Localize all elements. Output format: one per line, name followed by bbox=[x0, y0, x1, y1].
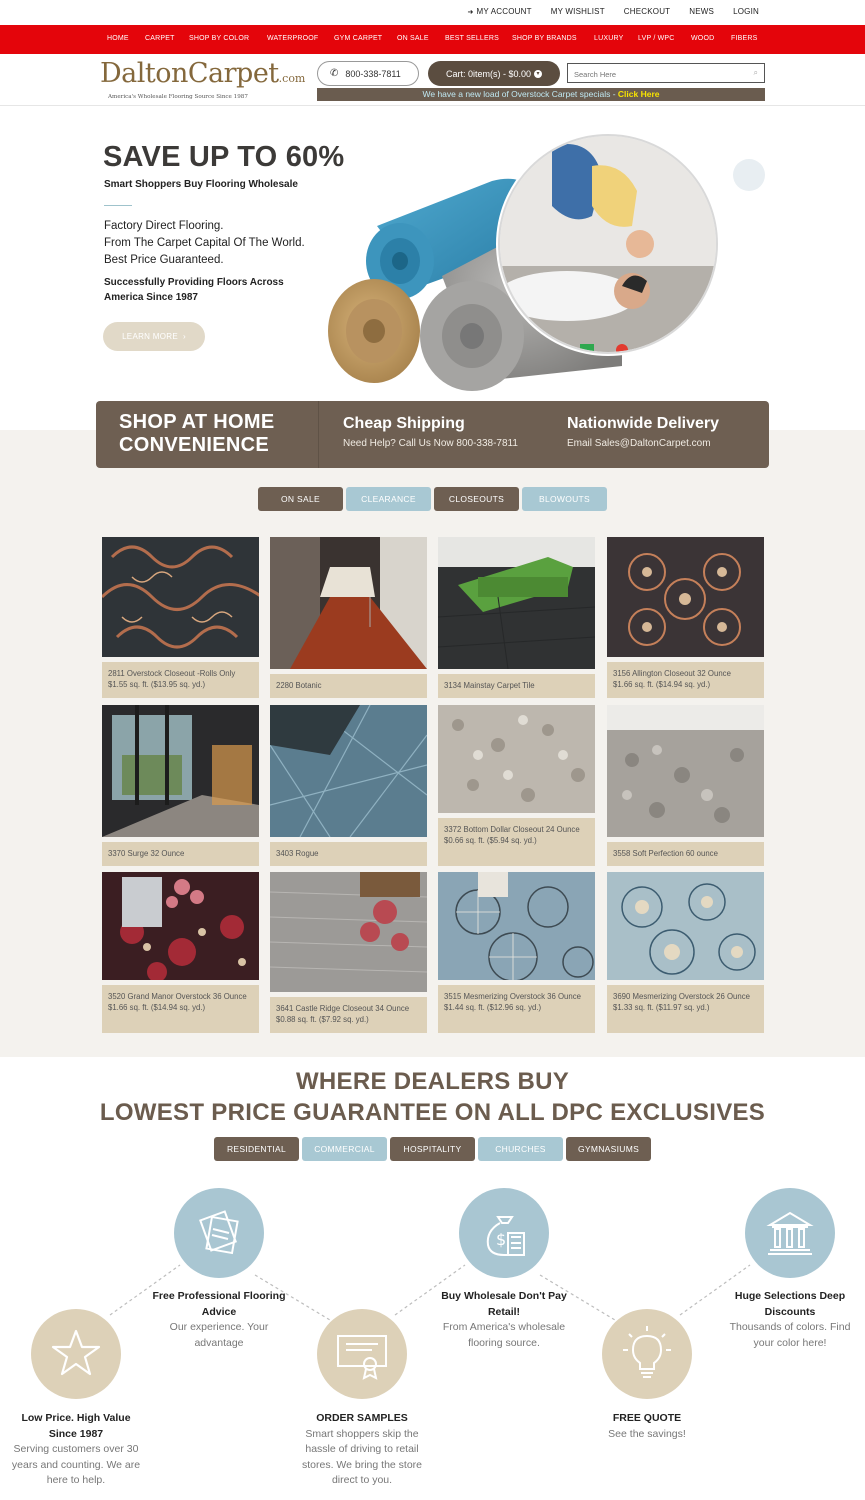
search-input[interactable] bbox=[568, 66, 738, 84]
product-image bbox=[102, 705, 259, 837]
benefit-title: ORDER SAMPLES bbox=[316, 1412, 408, 1424]
product-card[interactable] bbox=[438, 537, 595, 698]
cheap-shipping-title: Cheap Shipping bbox=[343, 415, 465, 432]
chevron-down-icon: ▾ bbox=[534, 70, 542, 78]
product-image bbox=[607, 872, 764, 980]
product-name: 3156 Allington Closeout 32 Ounce bbox=[613, 669, 731, 678]
hero-banner bbox=[0, 106, 865, 401]
product-price: $1.66 sq. ft. ($14.94 sq. yd.) bbox=[108, 1003, 206, 1012]
benefit-text bbox=[721, 1289, 859, 1351]
money-bag-calculator-icon bbox=[476, 1205, 532, 1261]
product-card[interactable] bbox=[607, 705, 764, 866]
product-image bbox=[607, 705, 764, 837]
product-name: 3372 Bottom Dollar Closeout 24 Ounce bbox=[444, 825, 580, 834]
site-logo[interactable] bbox=[100, 58, 306, 100]
nav-home[interactable]: HOME bbox=[107, 35, 129, 42]
product-name: 3558 Soft Perfection 60 ounce bbox=[613, 849, 718, 858]
benefit-circle bbox=[174, 1188, 264, 1278]
star-icon bbox=[47, 1325, 105, 1383]
benefit-text bbox=[8, 1411, 144, 1489]
promo-click-here-link[interactable]: Click Here bbox=[617, 89, 660, 99]
product-caption bbox=[607, 662, 764, 698]
product-caption bbox=[270, 997, 427, 1033]
product-name: 2280 Botanic bbox=[276, 681, 322, 690]
product-image bbox=[102, 537, 259, 657]
tab-commercial[interactable]: COMMERCIAL bbox=[302, 1137, 387, 1161]
product-name: 3403 Rogue bbox=[276, 849, 319, 858]
nav-shop-by-color[interactable]: SHOP BY COLOR bbox=[189, 35, 250, 42]
nationwide-delivery-desc: Email Sales@DaltonCarpet.com bbox=[567, 438, 711, 449]
product-caption bbox=[270, 674, 427, 698]
benefit-desc: Thousands of colors. Find your color here! bbox=[729, 1321, 851, 1349]
phone-button[interactable] bbox=[317, 61, 419, 86]
product-price: $1.66 sq. ft. ($14.94 sq. yd.) bbox=[613, 680, 711, 689]
benefit-title: Free Professional Flooring Advice bbox=[152, 1290, 286, 1318]
benefit-title: Huge Selections Deep Discounts bbox=[734, 1290, 846, 1318]
product-card[interactable] bbox=[607, 872, 764, 1033]
benefit-title: Buy Wholesale Don't Pay Retail! bbox=[441, 1290, 567, 1318]
cheap-shipping-desc: Need Help? Call Us Now 800-338-7811 bbox=[343, 438, 518, 449]
product-name: 3515 Mesmerizing Overstock 36 Ounce bbox=[444, 992, 581, 1001]
benefit-circle bbox=[31, 1309, 121, 1399]
product-caption bbox=[102, 985, 259, 1033]
benefit-desc: Serving customers over 30 years and counting. We are here to help. bbox=[11, 1443, 141, 1486]
benefit-circle bbox=[459, 1188, 549, 1278]
logo-wordmark bbox=[100, 58, 306, 94]
search-box bbox=[567, 63, 765, 83]
nationwide-delivery-block bbox=[567, 415, 719, 449]
tab-closeouts[interactable]: CLOSEOUTS bbox=[434, 487, 519, 511]
product-name: 3641 Castle Ridge Closeout 34 Ounce bbox=[276, 1004, 410, 1013]
sign-in-icon: ➜ bbox=[467, 9, 474, 16]
hero-lines bbox=[104, 218, 305, 269]
tab-blowouts[interactable]: BLOWOUTS bbox=[522, 487, 607, 511]
main-nav bbox=[0, 25, 865, 54]
nav-waterproof[interactable]: WATERPROOF bbox=[267, 35, 319, 42]
hero-carpet-rolls-image bbox=[322, 126, 767, 391]
product-card[interactable] bbox=[607, 537, 764, 698]
dealers-title-line-1: WHERE DEALERS BUY bbox=[295, 1068, 570, 1095]
checkout-link[interactable]: CHECKOUT bbox=[623, 7, 671, 16]
logo-name: DaltonCarpet bbox=[100, 58, 279, 89]
benefit-text bbox=[292, 1411, 432, 1489]
nav-luxury[interactable]: LUXURY bbox=[594, 35, 624, 42]
product-image bbox=[438, 705, 595, 813]
product-card[interactable] bbox=[270, 705, 427, 866]
product-price: $1.44 sq. ft. ($12.96 sq. yd.) bbox=[444, 1003, 542, 1012]
product-card[interactable] bbox=[438, 872, 595, 1033]
benefit-text bbox=[435, 1289, 573, 1351]
product-image bbox=[438, 872, 595, 980]
product-caption bbox=[102, 662, 259, 698]
building-icon bbox=[762, 1205, 818, 1261]
cart-summary: Cart: 0item(s) - $0.00 bbox=[445, 68, 532, 79]
benefit-desc: See the savings! bbox=[608, 1427, 686, 1440]
nav-best-sellers[interactable]: BEST SELLERS bbox=[445, 35, 500, 42]
logo-tagline: America's Wholesale Flooring Source Since 1987 bbox=[108, 94, 248, 100]
hero-line-3: Best Price Guaranteed. bbox=[104, 254, 224, 266]
cart-button[interactable] bbox=[428, 61, 560, 86]
phone-icon: ✆ bbox=[330, 68, 339, 79]
category-tabs bbox=[214, 1137, 651, 1161]
benefit-text bbox=[150, 1289, 288, 1351]
product-card[interactable] bbox=[102, 705, 259, 866]
certificate-icon bbox=[332, 1326, 392, 1382]
top-utility-bar bbox=[0, 0, 865, 25]
sale-tabs bbox=[258, 487, 607, 511]
tab-churches[interactable]: CHURCHES bbox=[478, 1137, 563, 1161]
nav-lvp-wpc[interactable]: LVP / WPC bbox=[638, 35, 675, 42]
news-link[interactable]: NEWS bbox=[689, 7, 715, 16]
shop-at-home-heading: SHOP AT HOME CONVENIENCE bbox=[119, 411, 275, 456]
nav-on-sale[interactable]: ON SALE bbox=[397, 35, 429, 42]
dealers-heading bbox=[0, 1066, 865, 1128]
product-card[interactable] bbox=[102, 872, 259, 1033]
my-account-link[interactable]: ➜ MY ACCOUNT bbox=[467, 7, 532, 16]
product-card[interactable] bbox=[270, 872, 427, 1033]
svg-text:$: $ bbox=[496, 1230, 507, 1249]
tab-on-sale[interactable]: ON SALE bbox=[258, 487, 343, 511]
hero-divider bbox=[104, 205, 132, 206]
product-caption bbox=[438, 818, 595, 866]
learn-more-button[interactable] bbox=[103, 322, 205, 351]
nationwide-delivery-title: Nationwide Delivery bbox=[567, 415, 720, 432]
documents-icon bbox=[191, 1205, 247, 1261]
benefit-circle bbox=[317, 1309, 407, 1399]
product-price: $1.55 sq. ft. ($13.95 sq. yd.) bbox=[108, 680, 206, 689]
my-wishlist-link[interactable]: MY WISHLIST bbox=[550, 7, 605, 16]
benefit-desc: Our experience. Your advantage bbox=[169, 1321, 269, 1349]
login-link[interactable]: LOGIN bbox=[733, 7, 759, 16]
benefit-circle bbox=[602, 1309, 692, 1399]
hero-subtitle: Smart Shoppers Buy Flooring Wholesale bbox=[104, 179, 298, 190]
lightbulb-icon bbox=[619, 1324, 675, 1384]
product-image bbox=[270, 705, 427, 837]
nav-wood[interactable]: WOOD bbox=[691, 35, 715, 42]
product-caption bbox=[607, 842, 764, 866]
product-price: $0.66 sq. ft. ($5.94 sq. yd.) bbox=[444, 836, 537, 845]
features-bar bbox=[96, 401, 769, 468]
nav-fibers[interactable]: FIBERS bbox=[731, 35, 758, 42]
nav-shop-by-brands[interactable]: SHOP BY BRANDS bbox=[512, 35, 577, 42]
product-card[interactable] bbox=[102, 537, 259, 698]
product-image bbox=[607, 537, 764, 657]
product-price: $0.88 sq. ft. ($7.92 sq. yd.) bbox=[276, 1015, 369, 1024]
promo-banner bbox=[317, 88, 765, 101]
nav-carpet[interactable]: CARPET bbox=[145, 35, 175, 42]
benefits-section bbox=[0, 1185, 865, 1500]
benefit-circle bbox=[745, 1188, 835, 1278]
dealers-title-line-2: LOWEST PRICE GUARANTEE ON ALL DPC EXCLUSIVES bbox=[99, 1099, 766, 1126]
product-name: 3690 Mesmerizing Overstock 26 Ounce bbox=[613, 992, 750, 1001]
logo-suffix: .com bbox=[278, 72, 306, 85]
product-card[interactable] bbox=[270, 537, 427, 698]
features-divider bbox=[318, 401, 319, 468]
product-caption bbox=[438, 674, 595, 698]
product-name: 3370 Surge 32 Ounce bbox=[108, 849, 185, 858]
benefit-desc: Smart shoppers skip the hassle of driving to retail stores. We bring the store direct to you. bbox=[301, 1427, 423, 1486]
product-image bbox=[438, 537, 595, 669]
promo-text: We have a new load of Overstock Carpet specials - bbox=[422, 89, 618, 99]
product-image bbox=[270, 872, 427, 992]
utility-links bbox=[429, 7, 759, 16]
product-caption bbox=[438, 985, 595, 1033]
product-name: 3520 Grand Manor Overstock 36 Ounce bbox=[108, 992, 247, 1001]
product-caption bbox=[102, 842, 259, 866]
learn-more-label: LEARN MORE bbox=[122, 332, 178, 341]
phone-number: 800-338-7811 bbox=[345, 68, 401, 79]
hero-since: Successfully Providing Floors Across America Since 1987 bbox=[104, 277, 284, 303]
site-header bbox=[0, 54, 865, 106]
hero-line-1: Factory Direct Flooring. bbox=[104, 220, 224, 232]
benefit-text bbox=[578, 1411, 716, 1442]
chevron-right-icon: › bbox=[182, 332, 186, 341]
benefit-desc: From America's wholesale flooring source. bbox=[442, 1321, 566, 1349]
product-price: $1.33 sq. ft. ($11.97 sq. yd.) bbox=[613, 1003, 710, 1012]
tab-hospitality[interactable]: HOSPITALITY bbox=[390, 1137, 475, 1161]
product-caption bbox=[607, 985, 764, 1033]
product-caption bbox=[270, 842, 427, 866]
tab-residential[interactable]: RESIDENTIAL bbox=[214, 1137, 299, 1161]
benefit-title: FREE QUOTE bbox=[612, 1412, 682, 1424]
nav-gym-carpet[interactable]: GYM CARPET bbox=[334, 35, 383, 42]
tab-clearance[interactable]: CLEARANCE bbox=[346, 487, 431, 511]
hero-title: SAVE UP TO 60% bbox=[103, 141, 345, 173]
cheap-shipping-block bbox=[343, 415, 518, 449]
product-name: 3134 Mainstay Carpet Tile bbox=[444, 681, 535, 690]
product-image bbox=[270, 537, 427, 669]
search-icon[interactable]: ⌕ bbox=[753, 68, 758, 77]
hero-line-2: From The Carpet Capital Of The World. bbox=[104, 237, 305, 249]
benefit-title: Low Price. High Value Since 1987 bbox=[21, 1412, 131, 1440]
product-image bbox=[102, 872, 259, 980]
product-name: 2811 Overstock Closeout -Rolls Only bbox=[108, 669, 236, 678]
carousel-dot[interactable] bbox=[733, 159, 765, 191]
product-card[interactable] bbox=[438, 705, 595, 866]
tab-gymnasiums[interactable]: GYMNASIUMS bbox=[566, 1137, 651, 1161]
